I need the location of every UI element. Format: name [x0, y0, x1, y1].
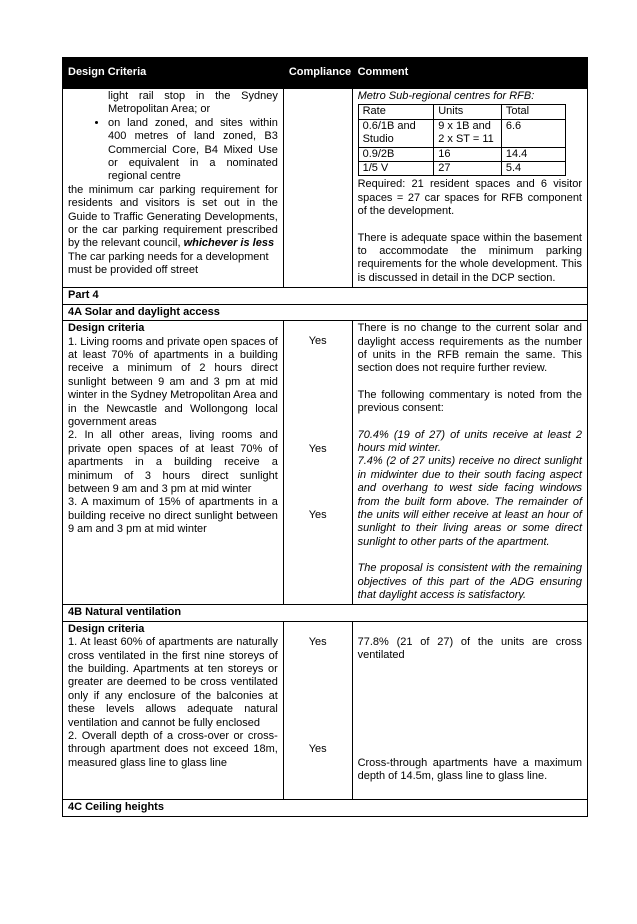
comment-cell	[352, 321, 587, 605]
compliance-cell	[283, 621, 352, 800]
criteria-paragraph-text: the minimum car parking requirement for residents and visitors is set out in the Guide to Traffic Generating Developments, or the car parking requirement prescribed by the relevant council,	[68, 183, 278, 250]
parking-table-row	[358, 147, 565, 161]
comment-paragraph: Cross-through apartments have a maximum depth of 14.5m, glass line to glass line.	[357, 756, 582, 783]
design-criteria-table	[62, 57, 588, 817]
parking-header-rate: Rate	[358, 105, 434, 119]
criteria-item: 2. Overall depth of a cross-over or cross-through apartment does not exceed 18m, measured glass line to glass line	[68, 730, 278, 769]
comment-required: Required: 21 resident spaces and 6 visitor spaces = 27 car spaces for RFB component of the development.	[357, 178, 582, 218]
criteria-cell	[63, 321, 284, 605]
section-heading-row	[63, 605, 588, 621]
comment-paragraph: The following commentary is noted from the previous consent:	[357, 388, 582, 415]
parking-rate-table	[358, 104, 566, 176]
table-row	[63, 321, 588, 605]
parking-table-row	[358, 162, 565, 176]
section-heading-row	[63, 304, 588, 320]
parking-cell: 5.4	[501, 162, 565, 176]
comment-paragraph: There is no change to the current solar and daylight access requirements as the number of units in the RFB remain the same. This section does not require further review.	[357, 322, 582, 375]
comment-cell	[352, 621, 587, 800]
header-compliance: Compliance	[283, 58, 352, 89]
criteria-continuation: light rail stop in the Sydney Metropolitan Area; or	[108, 90, 278, 116]
compliance-cell	[283, 89, 352, 288]
criteria-item: 1. Living rooms and private open spaces of at least 70% of apartments in a building receive a minimum of 2 hours direct sunlight between 9 am and 3 pm at mid winter in the Sydney Metropolitan Area and in the Newcastle and Wollongong local government areas	[68, 335, 278, 428]
table-row	[63, 621, 588, 800]
comment-title: Metro Sub-regional centres for RFB:	[357, 90, 535, 102]
comment-paragraph: 7.4% (2 of 27 units) receive no direct sunlight in midwinter due to their south facing aspect and overhang to west side facing windows from the built form above. The remainder of the units will either receive at least an hour of sunlight to their living areas or some direct sunlight to other parts of the apartment.	[357, 455, 582, 548]
criteria-bullet-list	[68, 117, 278, 184]
parking-cell: 0.9/2B	[358, 147, 434, 161]
table-row	[63, 89, 588, 288]
comment-paragraph: The proposal is consistent with the remaining objectives of this part of the ADG ensuring that daylight access is satisfactory.	[357, 562, 582, 601]
section-heading-4b: 4B Natural ventilation	[63, 605, 588, 621]
criteria-last-paragraph: The car parking needs for a development must be provided off street	[68, 250, 269, 277]
section-heading-4a: 4A Solar and daylight access	[63, 304, 588, 320]
parking-cell: 0.6/1B and Studio	[358, 119, 434, 147]
parking-header-units: Units	[434, 105, 502, 119]
design-criteria-title: Design criteria	[68, 622, 145, 635]
section-heading-row	[63, 800, 588, 816]
parking-cell: 9 x 1B and 2 x ST = 11	[434, 119, 502, 147]
compliance-yes: Yes	[308, 743, 327, 756]
parking-table-header	[358, 105, 565, 119]
part-heading-row	[63, 288, 588, 304]
compliance-yes: Yes	[308, 508, 327, 521]
comment-paragraph: 77.8% (21 of 27) of the units are cross ventilated	[357, 635, 582, 662]
comment-paragraph: 70.4% (19 of 27) of units receive at least 2 hours mid winter.	[357, 428, 582, 454]
parking-header-total: Total	[501, 105, 565, 119]
parking-cell: 6.6	[501, 119, 565, 147]
comment-cell	[352, 89, 587, 288]
criteria-emphasis: whichever is less	[183, 237, 275, 250]
criteria-paragraph	[68, 184, 278, 251]
part-heading: Part 4	[63, 288, 588, 304]
header-design-criteria: Design Criteria	[63, 58, 284, 89]
parking-cell: 14.4	[501, 147, 565, 161]
parking-cell: 1/5 V	[358, 162, 434, 176]
criteria-bullet: • on land zoned, and sites within 400 metres of land zoned, B3 Commercial Core, B4 Mixed Use or equivalent in a nominated regional centre	[108, 117, 278, 184]
spacer	[358, 219, 582, 232]
parking-cell: 16	[434, 147, 502, 161]
parking-cell: 27	[434, 162, 502, 176]
document-page	[62, 57, 588, 817]
criteria-item: 2. In all other areas, living rooms and private open spaces of at least 70% of apartments in a building receive a minimum of 3 hours direct sunlight between 9 am and 3 pm at mid winter	[68, 429, 278, 495]
comment-adequate: There is adequate space within the basement to accommodate the minimum parking requirements for the whole development. This is discussed in detail in the DCP section.	[357, 231, 582, 284]
compliance-yes: Yes	[308, 635, 327, 648]
compliance-cell	[283, 321, 352, 605]
criteria-item: 1. At least 60% of apartments are naturally cross ventilated in the first nine storeys of the building. Apartments at ten storeys or greater are deemed to be cross ventilated only if any enclosure of the balconies at these levels allows adequate natural ventilation and cannot be fully enclosed	[68, 636, 278, 729]
parking-table-row	[358, 119, 565, 147]
header-comment: Comment	[352, 58, 587, 89]
criteria-item: 3. A maximum of 15% of apartments in a building receive no direct sunlight between 9 am and 3 pm at mid winter	[68, 496, 278, 536]
compliance-yes: Yes	[308, 335, 327, 348]
compliance-yes: Yes	[308, 442, 327, 455]
design-criteria-title: Design criteria	[68, 322, 145, 335]
criteria-cell	[63, 89, 284, 288]
section-heading-4c: 4C Ceiling heights	[63, 800, 588, 816]
table-header-row	[63, 58, 588, 89]
criteria-cell	[63, 621, 284, 800]
